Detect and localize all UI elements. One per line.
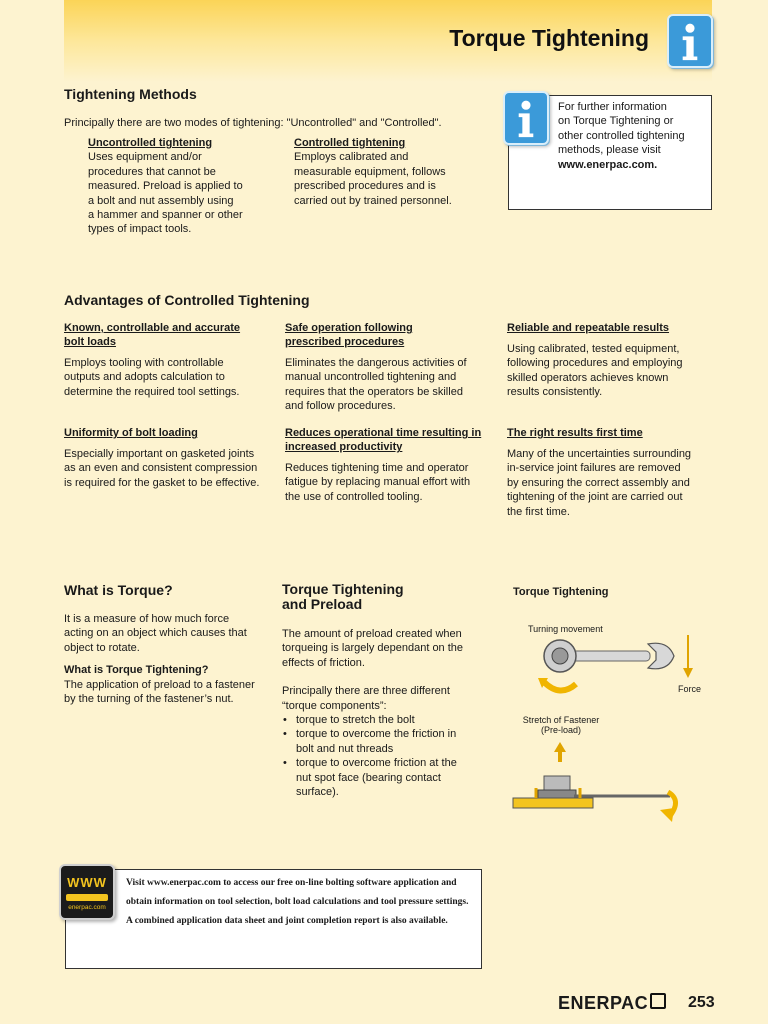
body-line: The application of preload to a fastener	[64, 678, 255, 691]
advantage-title-line: prescribed procedures	[285, 336, 405, 349]
advantage-body-line: Eliminates the dangerous activities of	[285, 357, 467, 369]
advantage-title	[285, 426, 495, 455]
enerpac-logo-icon	[558, 993, 666, 1014]
what-is-torque-body	[64, 612, 274, 706]
uncontrolled-line: Uses equipment and/or	[88, 151, 202, 164]
section-heading-preload	[282, 582, 404, 612]
bullet-line: • torque to overcome the friction in	[296, 728, 457, 741]
advantage-title	[64, 426, 264, 440]
body-line: acting on an object which causes that	[64, 627, 247, 640]
advantage-body	[285, 461, 500, 504]
advantage-body-line: Many of the uncertainties surrounding	[507, 448, 692, 460]
advantage-body-line: Reduces tightening time and operator	[285, 462, 469, 474]
controlled-line: prescribed procedures and is	[294, 180, 436, 193]
online-software-text	[126, 874, 478, 931]
info-icon	[667, 14, 713, 68]
advantage-body-line: following procedures and employing	[507, 357, 683, 370]
uncontrolled-line: a bolt and nut assembly using	[88, 194, 234, 207]
sub-heading-torque-tightening: What is Torque Tightening?	[64, 664, 209, 677]
www-line: A combined application data sheet and joint completion report is also available.	[126, 916, 448, 926]
force-label: Force	[678, 684, 702, 694]
further-info-text	[558, 100, 708, 172]
bullet-line: bolt and nut threads	[296, 742, 394, 755]
enerpac-link[interactable]: www.enerpac.com.	[558, 158, 658, 171]
body-line: The amount of preload created when	[282, 628, 462, 640]
page-title: Torque Tightening	[449, 25, 649, 51]
advantage-body-line: results consistently.	[507, 386, 603, 399]
controlled-line: carried out by trained personnel.	[294, 194, 452, 207]
uncontrolled-block	[88, 136, 278, 237]
bullet-line: • torque to stretch the bolt	[296, 714, 415, 727]
body-line: effects of friction.	[282, 656, 365, 669]
wrench-icon	[544, 640, 674, 672]
advantage-body-line: tightening of the joint are carried out	[507, 491, 683, 504]
advantage-body	[64, 356, 279, 399]
body-line: Principally there are three different	[282, 685, 450, 698]
advantage-body-line: outputs and adopts calculation to	[64, 371, 225, 384]
advantage-body	[64, 447, 279, 490]
advantage-title	[507, 426, 712, 440]
controlled-line: Employs calibrated and	[294, 151, 409, 164]
info-line: methods, please visit	[558, 144, 661, 157]
advantage-body-line: determine the required tool settings.	[64, 385, 240, 398]
list-item	[282, 756, 482, 799]
uncontrolled-line: types of impact tools.	[88, 223, 192, 236]
advantage-title-line: Known, controllable and accurate	[64, 322, 241, 334]
www-badge-small: enerpac.com	[68, 904, 106, 911]
advantage-body-line: the use of controlled tooling.	[285, 490, 423, 503]
stretch-label-line: (Pre-load)	[540, 725, 581, 735]
section-heading-advantages: Advantages of Controlled Tightening	[64, 292, 310, 308]
www-line: obtain information on tool selection, bolt load calculations and tool pressure settings.	[126, 897, 469, 907]
section-heading-tightening-methods: Tightening Methods	[64, 86, 197, 102]
diagram-title: Torque Tightening	[513, 586, 609, 598]
tightening-intro: Principally there are two modes of tightening: "Uncontrolled" and "Controlled".	[64, 117, 442, 129]
turning-arrow-icon	[538, 678, 576, 691]
advantage-body	[507, 447, 712, 519]
www-line: Visit www.enerpac.com to access our free on-line bolting software application and	[126, 878, 457, 888]
list-item	[282, 727, 482, 756]
body-line: “torque components”:	[282, 699, 387, 712]
www-badge-text: WWW	[67, 875, 107, 890]
advantage-title	[507, 321, 712, 335]
brand-mark-icon	[650, 993, 666, 1009]
advantage-title-line: Uniformity of bolt loading	[64, 427, 198, 439]
advantage-title-line: Reduces operational time resulting in	[285, 427, 482, 439]
advantage-body-line: fatigue by replacing manual effort with	[285, 476, 471, 489]
torque-diagram	[510, 630, 710, 830]
advantage-body-line: Using calibrated, tested equipment,	[507, 343, 680, 355]
advantage-title-line: Reliable and repeatable results	[507, 322, 670, 334]
online-software-box	[65, 869, 482, 969]
advantage-body-line: by ensuring the correct assembly and	[507, 476, 690, 489]
advantage-title-line: increased productivity	[285, 441, 403, 454]
stretch-label-line: Stretch of Fastener	[522, 715, 600, 725]
advantage-body	[285, 356, 500, 414]
body-line: torqueing is largely dependant on the	[282, 642, 464, 655]
advantage-body-line: is required for the gasket to be effective.	[64, 476, 260, 489]
preload-body	[282, 627, 482, 799]
advantage-body-line: as an even and consistent compression	[64, 462, 258, 475]
bullet-line: • torque to overcome friction at the	[296, 757, 457, 770]
advantage-body-line: manual uncontrolled tightening and	[285, 371, 457, 384]
fastener-assembly-icon	[513, 742, 676, 822]
brand-name: ENERPAC	[558, 993, 649, 1013]
torque-components-list	[282, 713, 482, 799]
turning-movement-label: Turning movement	[528, 624, 603, 634]
www-icon	[59, 864, 115, 920]
advantage-title-line: The right results first time	[507, 427, 643, 439]
advantage-body-line: requires that the operators be skilled	[285, 385, 463, 398]
advantage-title-line: bolt loads	[64, 336, 116, 349]
controlled-block	[294, 136, 484, 208]
uncontrolled-line: procedures that cannot be	[88, 165, 216, 178]
heading-line: and Preload	[282, 596, 363, 612]
advantage-body-line: the first time.	[507, 505, 570, 518]
info-line: For further information	[558, 101, 667, 113]
uncontrolled-line: a hammer and spanner or other	[88, 209, 243, 222]
advantage-body	[507, 342, 712, 400]
bullet-line: surface).	[296, 786, 339, 799]
advantage-title	[64, 321, 264, 350]
heading-line: Torque Tightening	[282, 581, 404, 597]
page-number: 253	[688, 994, 715, 1011]
advantage-title	[285, 321, 485, 350]
body-line: object to rotate.	[64, 641, 140, 654]
www-badge-bar	[66, 894, 108, 901]
uncontrolled-title: Uncontrolled tightening	[88, 137, 213, 149]
advantage-body-line: in-service joint failures are removed	[507, 462, 681, 475]
info-icon	[503, 91, 549, 145]
body-line: by the turning of the fastener’s nut.	[64, 693, 234, 706]
body-line: It is a measure of how much force	[64, 613, 230, 625]
info-line: other controlled tightening	[558, 129, 685, 142]
controlled-title: Controlled tightening	[294, 137, 406, 149]
force-arrow-icon	[683, 635, 693, 678]
advantage-body-line: skilled operators achieves known	[507, 371, 669, 384]
info-line: on Torque Tightening or	[558, 115, 674, 128]
list-item	[282, 713, 482, 727]
advantage-body-line: Employs tooling with controllable	[64, 357, 224, 369]
advantage-title-line: Safe operation following	[285, 322, 413, 334]
section-heading-what-is-torque: What is Torque?	[64, 582, 173, 598]
bullet-line: nut spot face (bearing contact	[296, 771, 441, 784]
advantage-body-line: and follow procedures.	[285, 400, 396, 413]
controlled-line: measurable equipment, follows	[294, 165, 446, 178]
uncontrolled-line: measured. Preload is applied to	[88, 180, 243, 193]
advantage-body-line: Especially important on gasketed joints	[64, 448, 255, 460]
